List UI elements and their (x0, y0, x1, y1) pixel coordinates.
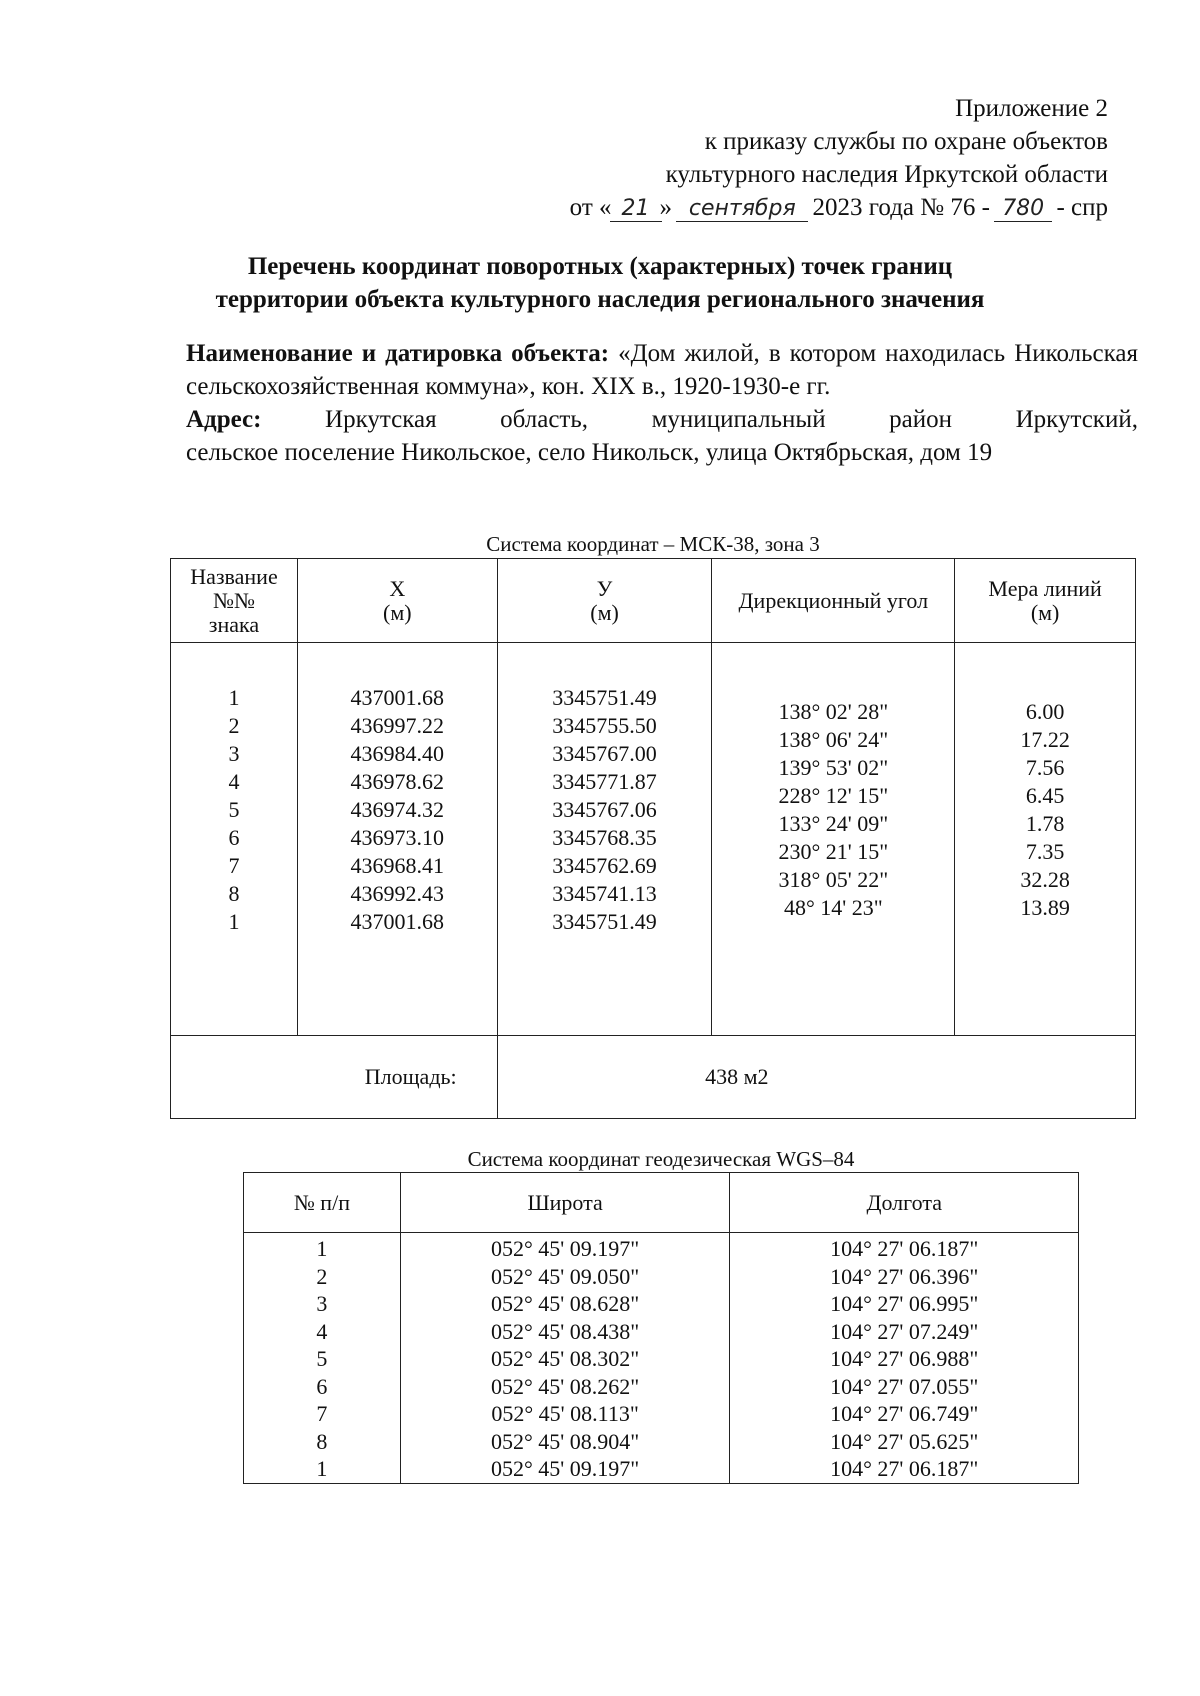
table-header-row (244, 1173, 1079, 1233)
x-value: 436968.41 (350, 853, 445, 878)
object-name-value: «Дом жилой, в котором находилась Никольская сельскохозяйственная коммуна», кон. XIX в., 1920-1930-е гг. (186, 340, 1139, 400)
n-value: 1 (228, 909, 240, 934)
year-text: 2023 года № 76 - (812, 194, 990, 221)
angle-value: 228° 12' 15" (778, 783, 889, 808)
y-value: 3345751.49 (552, 685, 657, 710)
handwritten-month: сентября (678, 192, 806, 225)
n-value: 6 (228, 825, 240, 850)
y-value: 3345755.50 (552, 713, 657, 738)
table-row (244, 1400, 1079, 1428)
x-value: 437001.68 (350, 909, 445, 934)
x-value: 437001.68 (350, 685, 445, 710)
y-value: 3345768.35 (552, 825, 657, 850)
object-name-paragraph (186, 337, 1138, 403)
header-y: У (м) (497, 559, 712, 643)
latitude-value: 052° 45' 08.628" (400, 1290, 730, 1318)
row-number: 8 (244, 1428, 401, 1456)
address-part: район (889, 406, 953, 433)
latitude-value: 052° 45' 08.262" (400, 1373, 730, 1401)
table-row (244, 1373, 1079, 1401)
y-value: 3345771.87 (552, 769, 657, 794)
header-number: № п/п (244, 1173, 401, 1233)
measure-value: 1.78 (1025, 811, 1065, 836)
address-part: муниципальный (651, 406, 826, 433)
y-value: 3345762.69 (552, 853, 657, 878)
row-number: 2 (244, 1263, 401, 1291)
angles-cell (712, 643, 955, 1036)
address-part: Иркутская (325, 406, 437, 433)
appendix-title: Приложение 2 (955, 95, 1108, 122)
angle-value: 138° 06' 24" (778, 727, 889, 752)
date-mid: » (659, 194, 673, 221)
row-number: 3 (244, 1290, 401, 1318)
address-line-2: сельское поселение Никольское, село Никольск, улица Октябрьская, дом 19 (186, 439, 993, 466)
n-value: 3 (228, 741, 240, 766)
header-longitude: Долгота (730, 1173, 1079, 1233)
appendix-agency-line: культурного наследия Иркутской области (665, 161, 1108, 188)
measure-value: 17.22 (1020, 727, 1070, 752)
longitude-value: 104° 27' 06.396" (730, 1263, 1079, 1291)
title-line-1: Перечень координат поворотных (характерных) точек границ (247, 253, 953, 280)
msk-coordinates-table (170, 558, 1136, 1119)
area-label: Площадь: (171, 1036, 498, 1119)
y-value: 3345741.13 (552, 881, 657, 906)
table1-caption: Система координат – МСК-38, зона 3 (486, 532, 820, 556)
x-value: 436992.43 (350, 881, 445, 906)
latitude-value: 052° 45' 08.302" (400, 1345, 730, 1373)
title-line-2: территории объекта культурного наследия регионального значения (215, 286, 985, 313)
row-number: 6 (244, 1373, 401, 1401)
angle-value: 318° 05' 22" (778, 867, 889, 892)
n-value: 7 (228, 853, 240, 878)
address-part: Иркутский, (1015, 406, 1138, 433)
y-value: 3345767.06 (552, 797, 657, 822)
address-part: область, (500, 406, 589, 433)
document-title (100, 250, 1100, 316)
table-row (244, 1263, 1079, 1291)
y-values-cell (497, 643, 712, 1036)
table-row (244, 1233, 1079, 1263)
address-label: Адрес: (186, 406, 262, 433)
measure-value: 7.56 (1025, 755, 1065, 780)
angle-value: 133° 24' 09" (778, 811, 889, 836)
handwritten-day: 21 (612, 192, 660, 225)
table-header-row (171, 559, 1136, 643)
angle-value: 139° 53' 02" (778, 755, 889, 780)
angle-value: 230° 21' 15" (778, 839, 889, 864)
measures-cell (955, 643, 1136, 1036)
date-prefix: от « (569, 194, 612, 221)
n-value: 4 (228, 769, 240, 794)
measure-value: 13.89 (1020, 895, 1070, 920)
longitude-value: 104° 27' 06.187" (730, 1455, 1079, 1483)
coordinates-body-row (171, 643, 1136, 1036)
row-number: 1 (244, 1233, 401, 1263)
y-value: 3345767.00 (552, 741, 657, 766)
table2-caption: Система координат геодезическая WGS–84 (467, 1147, 855, 1171)
x-value: 436978.62 (350, 769, 445, 794)
table-row (244, 1290, 1079, 1318)
measure-value: 6.45 (1025, 783, 1065, 808)
header-latitude: Широта (400, 1173, 730, 1233)
longitude-value: 104° 27' 06.749" (730, 1400, 1079, 1428)
header-direction-angle: Дирекционный угол (712, 559, 955, 643)
object-name-label: Наименование и датировка объекта: (186, 340, 610, 367)
row-number: 5 (244, 1345, 401, 1373)
point-numbers-cell (171, 643, 298, 1036)
x-value: 436984.40 (350, 741, 445, 766)
latitude-value: 052° 45' 08.113" (400, 1400, 730, 1428)
area-row (171, 1036, 1136, 1119)
longitude-value: 104° 27' 06.995" (730, 1290, 1079, 1318)
appendix-order-line: к приказу службы по охране объектов (704, 128, 1108, 155)
latitude-value: 052° 45' 08.438" (400, 1318, 730, 1346)
x-value: 436974.32 (350, 797, 445, 822)
object-description (186, 337, 1138, 469)
n-value: 1 (228, 685, 240, 710)
latitude-value: 052° 45' 09.197" (400, 1455, 730, 1483)
table-row (244, 1455, 1079, 1483)
table-row (244, 1318, 1079, 1346)
n-value: 8 (228, 881, 240, 906)
row-number: 4 (244, 1318, 401, 1346)
longitude-value: 104° 27' 06.988" (730, 1345, 1079, 1373)
area-value: 438 м2 (497, 1036, 1135, 1119)
longitude-value: 104° 27' 05.625" (730, 1428, 1079, 1456)
longitude-value: 104° 27' 07.249" (730, 1318, 1079, 1346)
table-row (244, 1345, 1079, 1373)
latitude-value: 052° 45' 08.904" (400, 1428, 730, 1456)
order-suffix: - спр (1056, 194, 1108, 221)
table-row (244, 1428, 1079, 1456)
measure-value: 7.35 (1025, 839, 1065, 864)
row-number: 7 (244, 1400, 401, 1428)
longitude-value: 104° 27' 07.055" (730, 1373, 1079, 1401)
address-line-1 (186, 403, 1138, 436)
wgs84-coordinates-table (243, 1172, 1079, 1484)
header-line-measure: Мера линий (м) (955, 559, 1136, 643)
measure-value: 6.00 (1025, 699, 1065, 724)
latitude-value: 052° 45' 09.050" (400, 1263, 730, 1291)
x-value: 436973.10 (350, 825, 445, 850)
y-value: 3345751.49 (552, 909, 657, 934)
longitude-value: 104° 27' 06.187" (730, 1233, 1079, 1263)
n-value: 2 (228, 713, 240, 738)
x-value: 436997.22 (350, 713, 445, 738)
appendix-header (570, 92, 1108, 225)
angle-value: 48° 14' 23" (783, 895, 883, 920)
x-values-cell (297, 643, 497, 1036)
row-number: 1 (244, 1455, 401, 1483)
handwritten-order-number: 780 (996, 192, 1050, 225)
measure-value: 32.28 (1020, 867, 1070, 892)
n-value: 5 (228, 797, 240, 822)
angle-value: 138° 02' 28" (778, 699, 889, 724)
latitude-value: 052° 45' 09.197" (400, 1233, 730, 1263)
header-x: Х (м) (297, 559, 497, 643)
appendix-date-line (570, 191, 1108, 225)
header-point-name: Название №№ знака (171, 559, 298, 643)
